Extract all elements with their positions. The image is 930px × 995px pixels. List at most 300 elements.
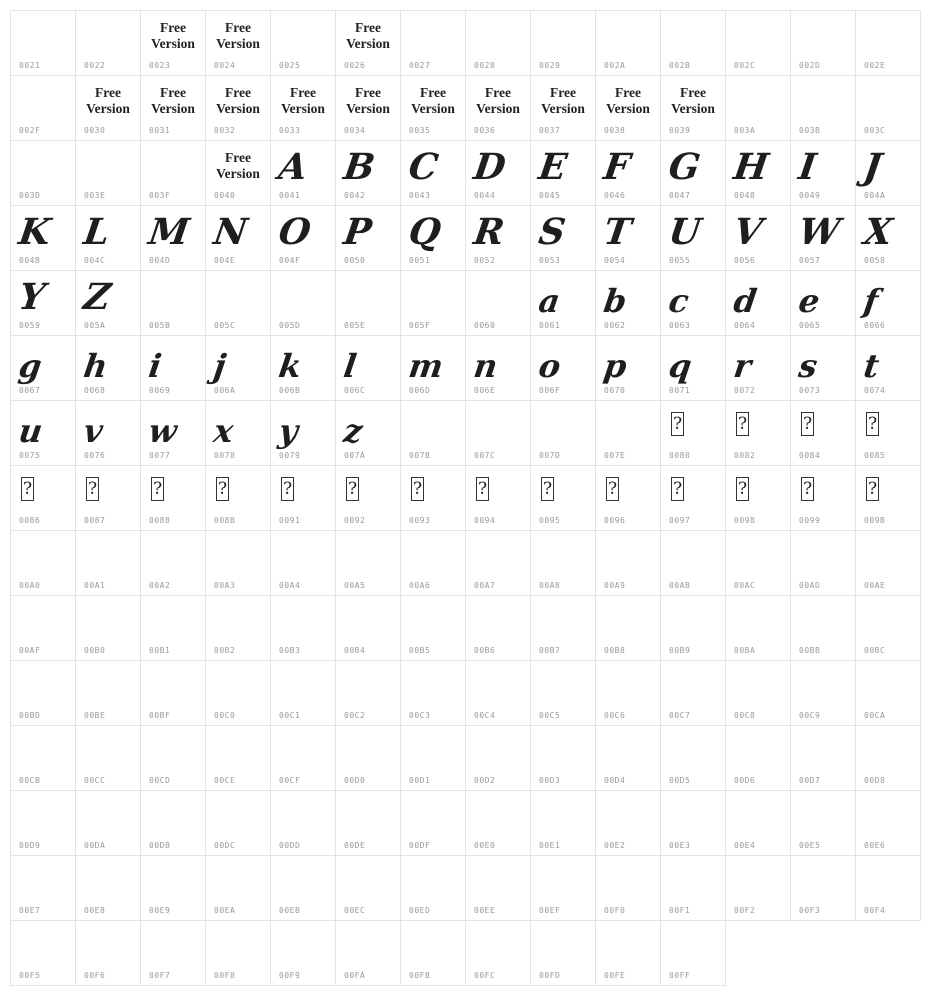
codepoint-label: 00A0 <box>19 581 41 590</box>
codepoint-label: 00F7 <box>149 971 171 980</box>
codepoint-label: 00AF <box>19 646 41 655</box>
glyph-cell[interactable] <box>205 725 271 791</box>
glyph-cell[interactable] <box>660 270 726 336</box>
missing-glyph-icon: ? <box>347 479 358 499</box>
glyph-cell[interactable] <box>725 595 791 661</box>
codepoint-label: 0025 <box>279 61 301 70</box>
glyph-cell[interactable] <box>465 595 531 661</box>
glyph-cell[interactable] <box>335 335 401 401</box>
glyph-cell[interactable] <box>725 465 791 531</box>
glyph-cell[interactable] <box>790 205 856 271</box>
glyph-cell[interactable] <box>270 855 336 921</box>
glyph-cell[interactable] <box>205 660 271 726</box>
missing-glyph-icon: ? <box>737 414 748 434</box>
glyph-cell[interactable] <box>140 725 206 791</box>
placeholder-line-2: Version <box>541 101 585 116</box>
glyph-cell[interactable] <box>400 920 466 986</box>
codepoint-label: 0050 <box>344 256 366 265</box>
placeholder-line-1: Free <box>550 85 576 100</box>
glyph-cell[interactable] <box>530 725 596 791</box>
glyph-cell[interactable] <box>140 465 206 531</box>
glyph-cell[interactable] <box>75 75 141 141</box>
codepoint-label: 00E1 <box>539 841 561 850</box>
codepoint-label: 0062 <box>604 321 626 330</box>
glyph-cell[interactable] <box>75 790 141 856</box>
glyph-cell[interactable] <box>465 465 531 531</box>
glyph-cell[interactable] <box>660 10 726 76</box>
glyph-cell[interactable] <box>270 270 336 336</box>
codepoint-label: 00B6 <box>474 646 496 655</box>
glyph-cell[interactable] <box>725 10 791 76</box>
glyph-cell[interactable] <box>205 855 271 921</box>
placeholder-line-1: Free <box>225 20 251 35</box>
glyph-cell[interactable] <box>530 205 596 271</box>
glyph-cell[interactable] <box>140 335 206 401</box>
glyph-cell[interactable] <box>855 465 921 531</box>
codepoint-label: 00BE <box>84 711 106 720</box>
glyph-cell[interactable] <box>595 140 661 206</box>
codepoint-label: 00E7 <box>19 906 41 915</box>
glyph-cell[interactable] <box>335 595 401 661</box>
glyph-cell[interactable] <box>75 920 141 986</box>
glyph-cell[interactable] <box>465 10 531 76</box>
free-version-placeholder <box>141 20 205 52</box>
glyph-cell[interactable] <box>400 140 466 206</box>
codepoint-label: 00AE <box>864 581 886 590</box>
codepoint-label: 0029 <box>539 61 561 70</box>
codepoint-label: 0037 <box>539 126 561 135</box>
codepoint-label: 005B <box>149 321 171 330</box>
glyph-cell[interactable] <box>270 790 336 856</box>
glyph-cell[interactable] <box>660 855 726 921</box>
codepoint-label: 00E0 <box>474 841 496 850</box>
glyph-cell[interactable] <box>400 465 466 531</box>
glyph-cell[interactable] <box>75 10 141 76</box>
glyph-cell[interactable] <box>660 790 726 856</box>
codepoint-label: 00B5 <box>409 646 431 655</box>
glyph-cell[interactable] <box>400 400 466 466</box>
glyph-cell[interactable] <box>270 725 336 791</box>
free-version-placeholder <box>206 85 270 117</box>
glyph-cell[interactable] <box>790 855 856 921</box>
glyph-cell[interactable] <box>855 140 921 206</box>
codepoint-label: 0027 <box>409 61 431 70</box>
glyph-cell[interactable] <box>335 725 401 791</box>
glyph-cell[interactable] <box>270 660 336 726</box>
glyph-cell[interactable] <box>855 335 921 401</box>
glyph-cell[interactable] <box>595 530 661 596</box>
free-version-placeholder <box>271 85 335 117</box>
glyph-cell[interactable] <box>10 270 76 336</box>
codepoint-label: 00B2 <box>214 646 236 655</box>
glyph-cell[interactable] <box>725 530 791 596</box>
codepoint-label: 004A <box>864 191 886 200</box>
glyph-cell[interactable] <box>270 920 336 986</box>
glyph-cell[interactable] <box>465 205 531 271</box>
glyph-preview: o <box>536 347 564 385</box>
codepoint-label: 0074 <box>864 386 886 395</box>
glyph-cell[interactable] <box>530 530 596 596</box>
codepoint-label: 00FA <box>344 971 366 980</box>
glyph-cell[interactable] <box>855 725 921 791</box>
glyph-cell[interactable] <box>140 595 206 661</box>
glyph-cell[interactable] <box>725 400 791 466</box>
glyph-cell[interactable] <box>465 855 531 921</box>
glyph-cell[interactable] <box>400 725 466 791</box>
missing-glyph-icon: ? <box>607 479 618 499</box>
glyph-cell[interactable] <box>530 270 596 336</box>
glyph-cell[interactable] <box>465 725 531 791</box>
codepoint-label: 0068 <box>84 386 106 395</box>
codepoint-label: 00DF <box>409 841 431 850</box>
glyph-cell[interactable] <box>270 205 336 271</box>
glyph-cell[interactable] <box>790 400 856 466</box>
glyph-preview: v <box>81 412 106 450</box>
glyph-preview: m <box>406 347 446 385</box>
glyph-cell[interactable] <box>465 790 531 856</box>
codepoint-label: 005A <box>84 321 106 330</box>
glyph-cell[interactable] <box>335 465 401 531</box>
glyph-cell[interactable] <box>10 920 76 986</box>
glyph-cell[interactable] <box>335 920 401 986</box>
glyph-cell[interactable] <box>465 660 531 726</box>
glyph-cell[interactable] <box>465 920 531 986</box>
glyph-cell[interactable] <box>530 855 596 921</box>
codepoint-label: 00DE <box>344 841 366 850</box>
glyph-cell[interactable] <box>790 10 856 76</box>
glyph-cell[interactable] <box>400 855 466 921</box>
codepoint-label: 0080 <box>669 451 691 460</box>
glyph-cell[interactable] <box>725 335 791 401</box>
free-version-placeholder <box>401 85 465 117</box>
glyph-cell[interactable] <box>530 920 596 986</box>
missing-glyph-icon: ? <box>672 414 683 434</box>
glyph-cell[interactable] <box>205 205 271 271</box>
glyph-cell[interactable] <box>660 75 726 141</box>
glyph-cell[interactable] <box>855 855 921 921</box>
glyph-cell[interactable] <box>530 790 596 856</box>
glyph-cell[interactable] <box>75 595 141 661</box>
codepoint-label: 0053 <box>539 256 561 265</box>
missing-glyph-icon: ? <box>477 479 488 499</box>
glyph-cell[interactable] <box>855 790 921 856</box>
codepoint-label: 00E5 <box>799 841 821 850</box>
codepoint-label: 00D5 <box>669 776 691 785</box>
glyph-preview: k <box>276 347 304 385</box>
glyph-cell[interactable] <box>205 10 271 76</box>
glyph-cell[interactable] <box>400 660 466 726</box>
glyph-cell[interactable] <box>595 10 661 76</box>
glyph-cell[interactable] <box>335 790 401 856</box>
glyph-cell[interactable] <box>205 595 271 661</box>
glyph-cell[interactable] <box>725 205 791 271</box>
placeholder-line-2: Version <box>671 101 715 116</box>
codepoint-label: 00C6 <box>604 711 626 720</box>
glyph-cell[interactable] <box>400 335 466 401</box>
glyph-cell[interactable] <box>465 140 531 206</box>
glyph-cell[interactable] <box>335 530 401 596</box>
codepoint-label: 0052 <box>474 256 496 265</box>
glyph-cell[interactable] <box>10 530 76 596</box>
glyph-cell[interactable] <box>75 530 141 596</box>
glyph-cell[interactable] <box>465 400 531 466</box>
glyph-cell[interactable] <box>140 920 206 986</box>
glyph-cell[interactable] <box>530 75 596 141</box>
glyph-cell[interactable] <box>270 530 336 596</box>
glyph-cell[interactable] <box>205 790 271 856</box>
glyph-cell[interactable] <box>790 530 856 596</box>
codepoint-label: 00DD <box>279 841 301 850</box>
codepoint-label: 0047 <box>669 191 691 200</box>
glyph-cell[interactable] <box>400 270 466 336</box>
glyph-cell[interactable] <box>400 205 466 271</box>
glyph-cell[interactable] <box>660 465 726 531</box>
glyph-cell[interactable] <box>10 725 76 791</box>
glyph-cell[interactable] <box>530 595 596 661</box>
codepoint-label: 009B <box>864 516 886 525</box>
codepoint-label: 0049 <box>799 191 821 200</box>
missing-glyph-icon: ? <box>152 479 163 499</box>
glyph-preview: x <box>211 412 236 450</box>
codepoint-label: 0023 <box>149 61 171 70</box>
codepoint-label: 0060 <box>474 321 496 330</box>
glyph-cell[interactable] <box>140 855 206 921</box>
codepoint-label: 00A5 <box>344 581 366 590</box>
glyph-cell[interactable] <box>660 530 726 596</box>
placeholder-line-2: Version <box>216 36 260 51</box>
codepoint-label: 0067 <box>19 386 41 395</box>
glyph-cell[interactable] <box>75 400 141 466</box>
glyph-cell[interactable] <box>205 140 271 206</box>
codepoint-label: 0035 <box>409 126 431 135</box>
glyph-cell[interactable] <box>595 790 661 856</box>
glyph-cell[interactable] <box>595 400 661 466</box>
glyph-cell[interactable] <box>660 920 726 986</box>
glyph-cell[interactable] <box>595 920 661 986</box>
codepoint-label: 008B <box>214 516 236 525</box>
codepoint-label: 00D0 <box>344 776 366 785</box>
codepoint-label: 004E <box>214 256 236 265</box>
glyph-cell[interactable] <box>595 75 661 141</box>
glyph-cell[interactable] <box>595 270 661 336</box>
glyph-cell[interactable] <box>725 790 791 856</box>
glyph-cell[interactable] <box>400 790 466 856</box>
glyph-cell[interactable] <box>10 10 76 76</box>
codepoint-label: 007A <box>344 451 366 460</box>
codepoint-label: 00F0 <box>604 906 626 915</box>
glyph-cell[interactable] <box>140 530 206 596</box>
glyph-cell[interactable] <box>790 465 856 531</box>
glyph-preview: d <box>731 282 760 320</box>
glyph-cell[interactable] <box>205 270 271 336</box>
glyph-cell[interactable] <box>10 465 76 531</box>
glyph-cell[interactable] <box>75 855 141 921</box>
codepoint-label: 0043 <box>409 191 431 200</box>
glyph-cell[interactable] <box>335 270 401 336</box>
glyph-cell[interactable] <box>270 75 336 141</box>
glyph-cell[interactable] <box>530 140 596 206</box>
glyph-cell[interactable] <box>595 660 661 726</box>
free-version-placeholder <box>206 150 270 182</box>
glyph-cell[interactable] <box>855 660 921 726</box>
glyph-cell[interactable] <box>140 10 206 76</box>
glyph-cell[interactable] <box>595 725 661 791</box>
glyph-cell[interactable] <box>140 75 206 141</box>
codepoint-label: 006C <box>344 386 366 395</box>
glyph-cell[interactable] <box>725 270 791 336</box>
glyph-cell[interactable] <box>335 140 401 206</box>
glyph-cell[interactable] <box>140 270 206 336</box>
glyph-cell[interactable] <box>10 205 76 271</box>
glyph-cell[interactable] <box>335 205 401 271</box>
glyph-cell[interactable] <box>10 335 76 401</box>
codepoint-label: 00F5 <box>19 971 41 980</box>
glyph-cell[interactable] <box>75 660 141 726</box>
glyph-cell[interactable] <box>530 10 596 76</box>
glyph-cell[interactable] <box>790 725 856 791</box>
glyph-cell[interactable] <box>660 205 726 271</box>
glyph-cell[interactable] <box>465 270 531 336</box>
glyph-cell[interactable] <box>660 595 726 661</box>
glyph-cell[interactable] <box>270 465 336 531</box>
glyph-cell[interactable] <box>10 140 76 206</box>
glyph-preview: B <box>341 146 378 188</box>
glyph-cell[interactable] <box>400 595 466 661</box>
glyph-cell[interactable] <box>270 400 336 466</box>
glyph-cell[interactable] <box>595 205 661 271</box>
glyph-cell[interactable] <box>790 660 856 726</box>
glyph-cell[interactable] <box>400 75 466 141</box>
glyph-cell[interactable] <box>855 595 921 661</box>
glyph-cell[interactable] <box>335 10 401 76</box>
glyph-cell[interactable] <box>595 465 661 531</box>
codepoint-label: 0064 <box>734 321 756 330</box>
glyph-cell[interactable] <box>465 75 531 141</box>
codepoint-label: 00B1 <box>149 646 171 655</box>
codepoint-label: 00BD <box>19 711 41 720</box>
codepoint-label: 00B9 <box>669 646 691 655</box>
glyph-cell[interactable] <box>855 270 921 336</box>
glyph-cell[interactable] <box>725 855 791 921</box>
glyph-cell[interactable] <box>10 660 76 726</box>
glyph-cell[interactable] <box>725 660 791 726</box>
codepoint-label: 00DB <box>149 841 171 850</box>
glyph-cell[interactable] <box>140 400 206 466</box>
glyph-cell[interactable] <box>855 400 921 466</box>
glyph-cell[interactable] <box>140 660 206 726</box>
glyph-cell[interactable] <box>660 725 726 791</box>
codepoint-label: 0076 <box>84 451 106 460</box>
glyph-cell[interactable] <box>10 75 76 141</box>
glyph-cell[interactable] <box>855 205 921 271</box>
glyph-cell[interactable] <box>790 335 856 401</box>
glyph-cell[interactable] <box>725 75 791 141</box>
glyph-cell[interactable] <box>270 10 336 76</box>
glyph-cell[interactable] <box>660 400 726 466</box>
glyph-cell[interactable] <box>75 270 141 336</box>
codepoint-label: 00F2 <box>734 906 756 915</box>
codepoint-label: 00B7 <box>539 646 561 655</box>
glyph-cell[interactable] <box>400 10 466 76</box>
glyph-cell[interactable] <box>205 75 271 141</box>
glyph-cell[interactable] <box>660 660 726 726</box>
glyph-cell[interactable] <box>725 140 791 206</box>
glyph-cell[interactable] <box>790 270 856 336</box>
glyph-cell[interactable] <box>140 140 206 206</box>
glyph-cell[interactable] <box>660 335 726 401</box>
codepoint-label: 002C <box>734 61 756 70</box>
glyph-cell[interactable] <box>205 400 271 466</box>
glyph-cell[interactable] <box>270 335 336 401</box>
glyph-preview: j <box>211 347 229 385</box>
glyph-cell[interactable] <box>855 75 921 141</box>
glyph-cell[interactable] <box>530 660 596 726</box>
glyph-cell[interactable] <box>75 335 141 401</box>
glyph-cell[interactable] <box>205 465 271 531</box>
glyph-cell[interactable] <box>790 790 856 856</box>
glyph-cell[interactable] <box>595 855 661 921</box>
glyph-cell[interactable] <box>725 725 791 791</box>
glyph-preview: N <box>211 211 250 253</box>
glyph-cell[interactable] <box>530 465 596 531</box>
glyph-cell[interactable] <box>530 400 596 466</box>
glyph-cell[interactable] <box>530 335 596 401</box>
glyph-cell[interactable] <box>465 530 531 596</box>
glyph-cell[interactable] <box>660 140 726 206</box>
codepoint-label: 007B <box>409 451 431 460</box>
glyph-cell[interactable] <box>595 595 661 661</box>
glyph-cell[interactable] <box>465 335 531 401</box>
glyph-cell[interactable] <box>335 855 401 921</box>
glyph-cell[interactable] <box>790 595 856 661</box>
glyph-cell[interactable] <box>10 790 76 856</box>
codepoint-label: 0058 <box>864 256 886 265</box>
codepoint-label: 00C3 <box>409 711 431 720</box>
glyph-cell[interactable] <box>335 75 401 141</box>
glyph-cell[interactable] <box>205 530 271 596</box>
codepoint-label: 003F <box>149 191 171 200</box>
glyph-cell[interactable] <box>140 790 206 856</box>
glyph-cell[interactable] <box>10 595 76 661</box>
glyph-preview: Y <box>16 276 48 318</box>
glyph-cell[interactable] <box>10 400 76 466</box>
glyph-cell[interactable] <box>75 140 141 206</box>
glyph-cell[interactable] <box>855 10 921 76</box>
glyph-cell[interactable] <box>270 595 336 661</box>
glyph-cell[interactable] <box>855 530 921 596</box>
glyph-cell[interactable] <box>400 530 466 596</box>
glyph-cell[interactable] <box>75 465 141 531</box>
glyph-cell[interactable] <box>335 400 401 466</box>
glyph-cell[interactable] <box>790 75 856 141</box>
glyph-cell[interactable] <box>790 140 856 206</box>
glyph-cell[interactable] <box>335 660 401 726</box>
glyph-cell[interactable] <box>75 725 141 791</box>
glyph-preview: l <box>341 347 359 385</box>
placeholder-line-1: Free <box>420 85 446 100</box>
glyph-cell[interactable] <box>205 920 271 986</box>
glyph-cell[interactable] <box>140 205 206 271</box>
free-version-placeholder <box>141 85 205 117</box>
glyph-cell[interactable] <box>270 140 336 206</box>
glyph-cell[interactable] <box>595 335 661 401</box>
glyph-cell[interactable] <box>10 855 76 921</box>
glyph-cell[interactable] <box>75 205 141 271</box>
codepoint-label: 0096 <box>604 516 626 525</box>
codepoint-label: 004F <box>279 256 301 265</box>
codepoint-label: 0065 <box>799 321 821 330</box>
glyph-cell[interactable] <box>205 335 271 401</box>
